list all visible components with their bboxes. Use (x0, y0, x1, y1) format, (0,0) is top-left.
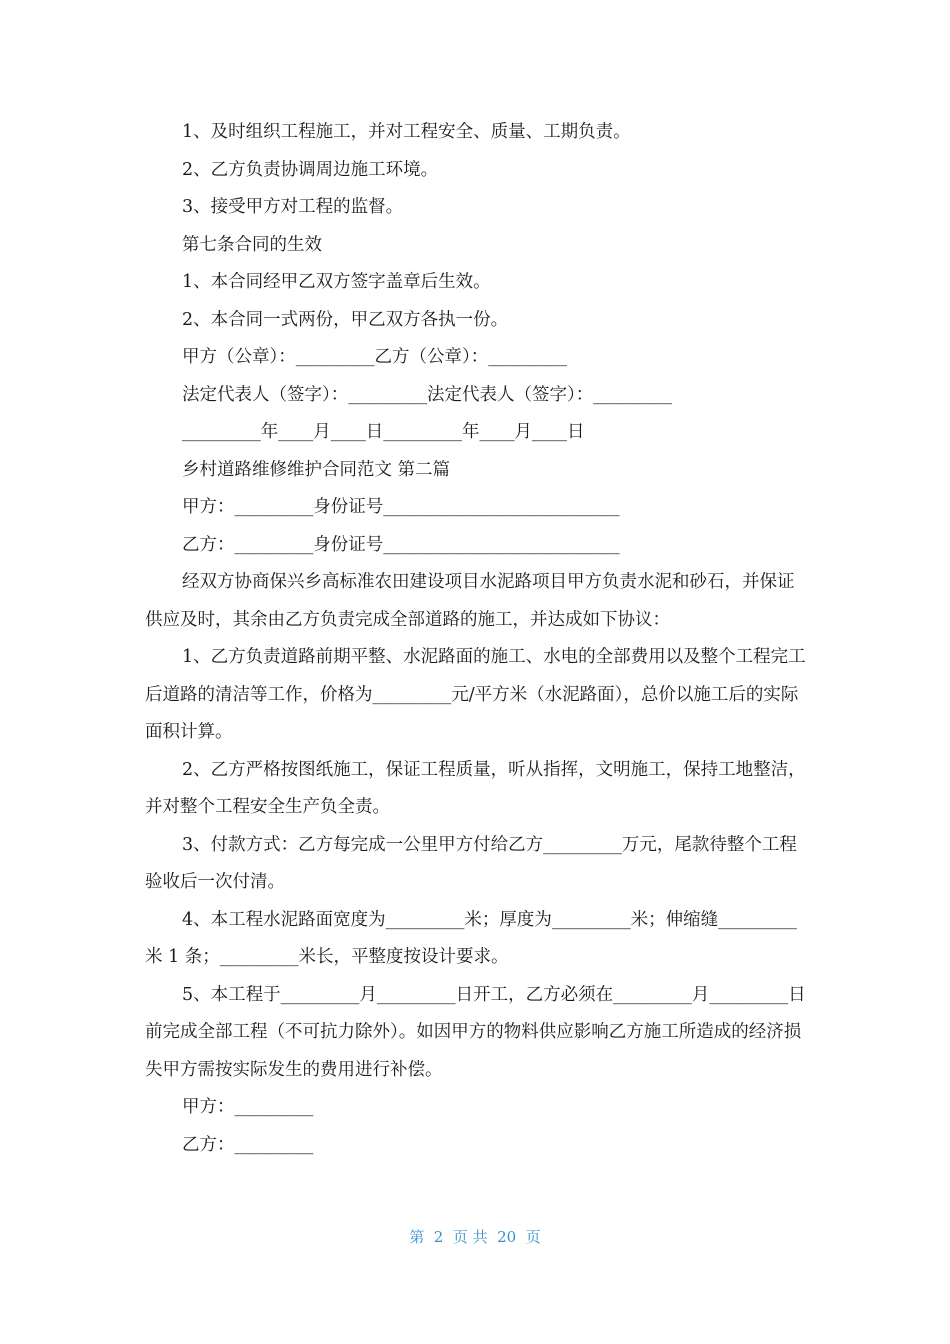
signature-line-seal: 甲方（公章）：_________乙方（公章）：_________ (182, 347, 567, 367)
paragraph: 3、接受甲方对工程的监督。 (182, 197, 404, 217)
paragraph: 1、本合同经甲乙双方签字盖章后生效。 (182, 272, 491, 292)
clause-4: 4、本工程水泥路面宽度为_________米；厚度为_________米；伸缩缝_________米 1 条；_________米长，平整度按设计要求。 (145, 909, 797, 967)
clause-5: 5、本工程于_________月_________日开工，乙方必须在_________月_________日前完成全部工程（不可抗力除外）。如因甲方的物料供应影响乙方施工所造成的经济损失甲方需按实际发生的费用进行补偿。 (145, 984, 806, 1080)
signature-line-representative: 法定代表人（签字）：_________法定代表人（签字）：_________ (182, 384, 672, 405)
party-b-signature: 乙方：_________ (182, 1134, 314, 1155)
date-line: _________年____月____日_________年____月____日 (182, 422, 585, 442)
document-body (145, 114, 807, 1164)
section-heading: 第七条合同的生效 (182, 234, 322, 255)
clause-3: 3、付款方式：乙方每完成一公里甲方付给乙方_________万元，尾款待整个工程验收后一次付清。 (145, 834, 797, 892)
party-a-signature: 甲方：_________ (182, 1097, 314, 1117)
clause-2: 2、乙方严格按图纸施工，保证工程质量，听从指挥，文明施工，保持工地整洁，并对整个工程安全生产负全责。 (145, 759, 806, 817)
paragraph: 经双方协商保兴乡高标准农田建设项目水泥路项目甲方负责水泥和砂石，并保证供应及时，其余由乙方负责完成全部道路的施工，并达成如下协议： (145, 572, 795, 630)
party-a-id-line: 甲方：_________身份证号___________________________ (182, 497, 620, 517)
paragraph: 1、及时组织工程施工，并对工程安全、质量、工期负责。 (182, 122, 631, 142)
clause-1: 1、乙方负责道路前期平整、水泥路面的施工、水电的全部费用以及整个工程完工后道路的清洁等工作，价格为_________元/平方米（水泥路面），总价以施工后的实际面积计算。 (145, 647, 806, 742)
page-number: 第 2 页 共 20 页 (409, 1228, 541, 1246)
section-title: 乡村道路维修维护合同范文 第二篇 (182, 459, 451, 480)
party-b-id-line: 乙方：_________身份证号___________________________ (182, 534, 620, 555)
paragraph: 2、乙方负责协调周边施工环境。 (182, 159, 439, 180)
paragraph: 2、本合同一式两份，甲乙双方各执一份。 (182, 309, 509, 330)
